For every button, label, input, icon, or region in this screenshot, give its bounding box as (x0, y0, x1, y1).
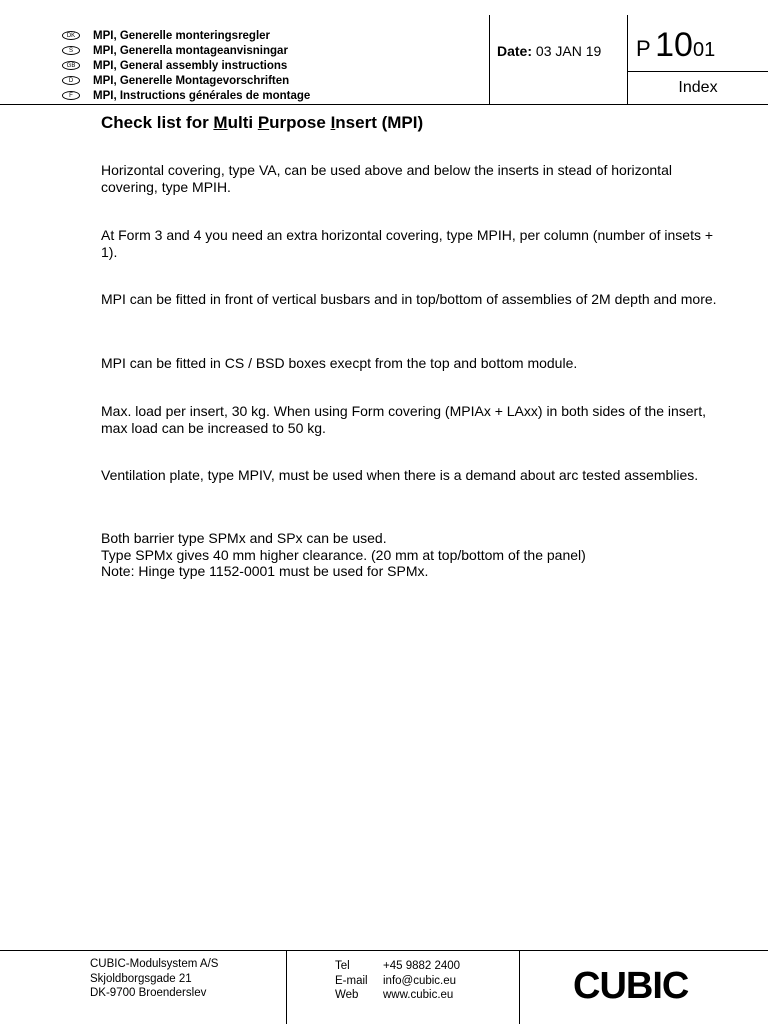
language-title: MPI, Generelle monteringsregler (93, 29, 271, 42)
page-prefix: P (636, 36, 651, 61)
title-part: urpose (269, 113, 331, 132)
barrier-note-line: Type SPMx gives 40 mm higher clearance. (20 mm at top/bottom of the panel) (101, 546, 586, 563)
title-part: Check list for (101, 113, 214, 132)
page-minor: 01 (692, 39, 716, 61)
web-label: Web (335, 989, 359, 1001)
page-index-rule (627, 71, 768, 72)
footer-divider-2 (519, 950, 520, 1024)
title-underlined-letter: I (330, 113, 336, 132)
cubic-logo: CUBIC (573, 965, 689, 1007)
title-underlined-letter: P (257, 113, 270, 132)
company-street: Skjoldborgsgade 21 (90, 972, 192, 985)
language-row (62, 58, 310, 73)
language-code-badge: D (62, 76, 80, 85)
checklist-paragraph: MPI can be fitted in CS / BSD boxes execpt from the top and bottom module. (101, 355, 578, 371)
language-title-list (62, 28, 310, 103)
language-row (62, 88, 310, 103)
language-row (62, 28, 310, 43)
company-city: DK-9700 Broenderslev (90, 987, 207, 999)
company-address (90, 957, 218, 1001)
title-part: nsert (MPI) (335, 113, 424, 132)
company-name: CUBIC-Modulsystem A/S (90, 958, 219, 970)
language-code-badge: GB (62, 61, 80, 70)
section-label: Index (678, 79, 718, 96)
language-code-badge: S (62, 46, 80, 55)
language-title: MPI, Generella montageanvisningar (93, 44, 288, 57)
barrier-notes (101, 530, 721, 580)
barrier-note-line: Both barrier type SPMx and SPx can be used. (101, 530, 387, 546)
footer-divider-1 (286, 950, 287, 1024)
language-code-badge: F (62, 91, 80, 100)
contact-tel (335, 959, 460, 974)
language-row (62, 73, 310, 88)
company-contact (335, 959, 460, 1003)
checklist-paragraph: Ventilation plate, type MPIV, must be used when there is a demand about arc tested assemblies. (101, 467, 699, 483)
email-value: info@cubic.eu (383, 974, 457, 987)
footer-top-rule (0, 950, 768, 951)
page-major: 10 (655, 26, 693, 64)
title-part: ulti (227, 113, 258, 132)
title-underlined-letter: M (213, 113, 228, 132)
web-value: www.cubic.eu (383, 989, 454, 1001)
header-divider-date (489, 15, 490, 105)
contact-email (335, 974, 460, 989)
checklist-paragraph: Horizontal covering, type VA, can be used above and below the inserts in stead of horizontal covering, type MPIH. (101, 162, 672, 195)
page-title (101, 113, 721, 153)
checklist-paragraph: MPI can be fitted in front of vertical busbars and in top/bottom of assemblies of 2M depth and more. (101, 291, 717, 307)
checklist-paragraph: Max. load per insert, 30 kg. When using Form covering (MPIAx + LAxx) in both sides of the insert, max load can be increased to 50 kg. (101, 403, 706, 436)
language-code-badge: DK (62, 31, 80, 40)
language-title: MPI, Generelle Montagevorschriften (93, 74, 290, 87)
email-label: E-mail (335, 974, 368, 987)
date-value: 03 JAN 19 (535, 43, 602, 59)
checklist-paragraph: At Form 3 and 4 you need an extra horizontal covering, type MPIH, per column (number of insets + 1). (101, 227, 714, 260)
document-date (497, 43, 601, 59)
tel-label: Tel (335, 960, 350, 972)
main-content (101, 113, 721, 580)
page-number (636, 26, 715, 65)
language-title: MPI, Instructions générales de montage (93, 89, 311, 102)
language-title: MPI, General assembly instructions (93, 59, 288, 72)
barrier-note-line: Note: Hinge type 1152-0001 must be used for SPMx. (101, 563, 429, 579)
date-label: Date: (497, 43, 533, 59)
contact-web (335, 988, 460, 1003)
tel-value: +45 9882 2400 (383, 960, 461, 972)
header-bottom-rule (0, 104, 768, 105)
language-row (62, 43, 310, 58)
